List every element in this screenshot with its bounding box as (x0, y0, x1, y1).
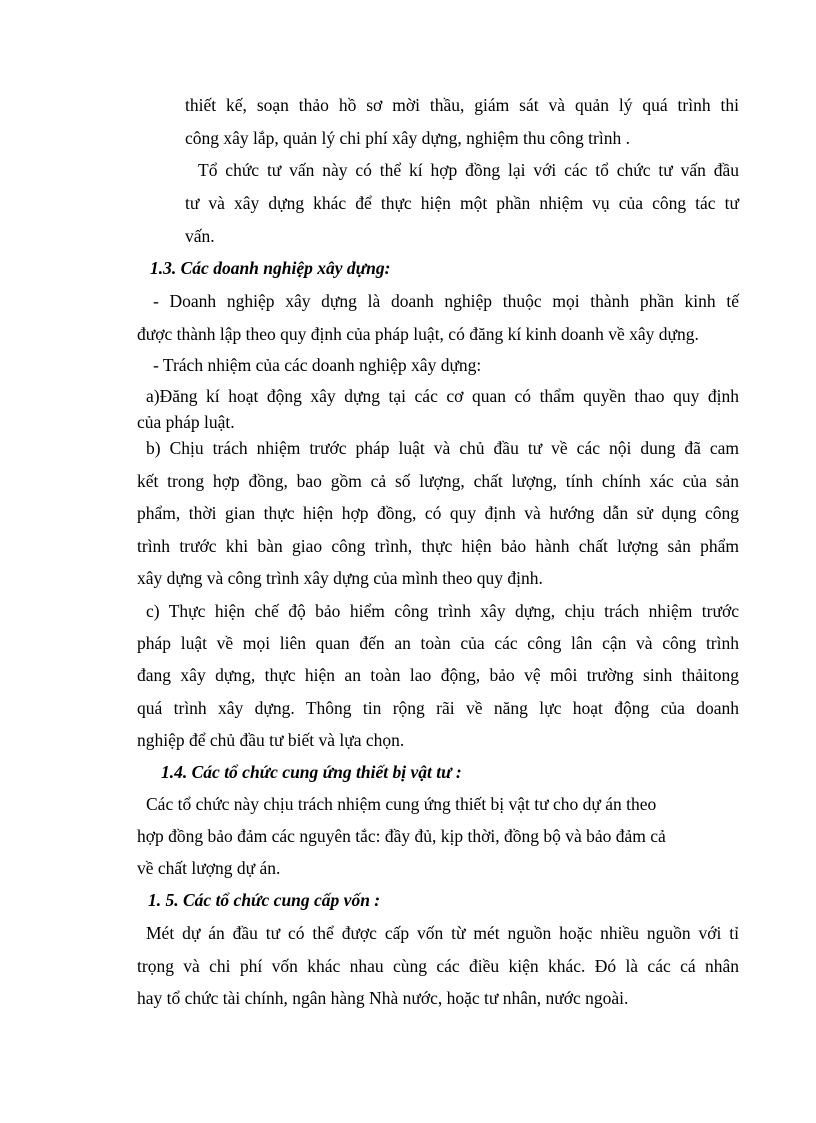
text-line: công xây lắp, quản lý chi phí xây dựng, nghiệm thu công trình . (185, 128, 630, 148)
section-heading: 1.3. Các doanh nghiệp xây dựng: (150, 258, 391, 278)
text-line: được thành lập theo quy định của pháp luật, có đăng kí kinh doanh về xây dựng. (137, 324, 699, 344)
text-line: - Doanh nghiệp xây dựng là doanh nghiệp thuộc mọi thành phần kinh tế (153, 291, 739, 311)
text-line: c) Thực hiện chế độ bảo hiểm công trình xây dựng, chịu trách nhiệm trước (146, 601, 739, 621)
text-line: Tổ chức tư vấn này có thể kí hợp đồng lại với các tổ chức tư vấn đầu (198, 160, 739, 180)
text-line: xây dựng và công trình xây dựng của mình theo quy định. (137, 568, 543, 588)
section-heading: 1. 5. Các tổ chức cung cấp vốn : (148, 890, 381, 910)
text-line: của pháp luật. (137, 412, 235, 432)
text-line: nghiệp để chủ đầu tư biết và lựa chọn. (137, 730, 405, 750)
text-line: quá trình xây dựng. Thông tin rộng rãi về năng lực hoạt động của doanh (137, 698, 739, 718)
section-heading: 1.4. Các tổ chức cung ứng thiết bị vật tư : (161, 762, 462, 782)
text-line: phẩm, thời gian thực hiện hợp đồng, có quy định và hướng dẫn sử dụng công (137, 503, 739, 523)
text-line: trọng và chi phí vốn khác nhau cùng các điều kiện khác. Đó là các cá nhân (137, 956, 739, 976)
text-line: tư và xây dựng khác để thực hiện một phần nhiệm vụ của công tác tư (185, 193, 739, 213)
text-line: Mét dự án đầu tư có thể được cấp vốn từ mét nguồn hoặc nhiều nguồn với tỉ (146, 923, 739, 943)
text-line: - Trách nhiệm của các doanh nghiệp xây dựng: (153, 355, 482, 375)
text-line: về chất lượng dự án. (137, 858, 281, 878)
text-line: trình trước khi bàn giao công trình, thực hiện bảo hành chất lượng sản phẩm (137, 536, 739, 556)
text-line: thiết kế, soạn thảo hồ sơ mời thầu, giám sát và quản lý quá trình thi (185, 95, 739, 115)
text-line: hợp đồng bảo đảm các nguyên tắc: đầy đủ, kịp thời, đồng bộ và bảo đảm cả (137, 826, 666, 846)
text-line: vấn. (185, 226, 215, 246)
text-line: a)Đăng kí hoạt động xây dựng tại các cơ quan có thẩm quyền thao quy định (146, 386, 739, 406)
text-line: hay tổ chức tài chính, ngân hàng Nhà nước, hoặc tư nhân, nước ngoài. (137, 988, 629, 1008)
text-line: b) Chịu trách nhiệm trước pháp luật và chủ đầu tư về các nội dung đã cam (146, 438, 739, 458)
text-line: đang xây dựng, thực hiện an toàn lao động, bảo vệ môi trường sinh thảitong (137, 665, 739, 685)
text-line: Các tổ chức này chịu trách nhiệm cung ứng thiết bị vật tư cho dự án theo (146, 794, 657, 814)
text-line: kết trong hợp đồng, bao gồm cả số lượng, chất lượng, tính chính xác của sản (137, 471, 739, 491)
text-line: pháp luật về mọi liên quan đến an toàn của các công lân cận và công trình (137, 633, 739, 653)
